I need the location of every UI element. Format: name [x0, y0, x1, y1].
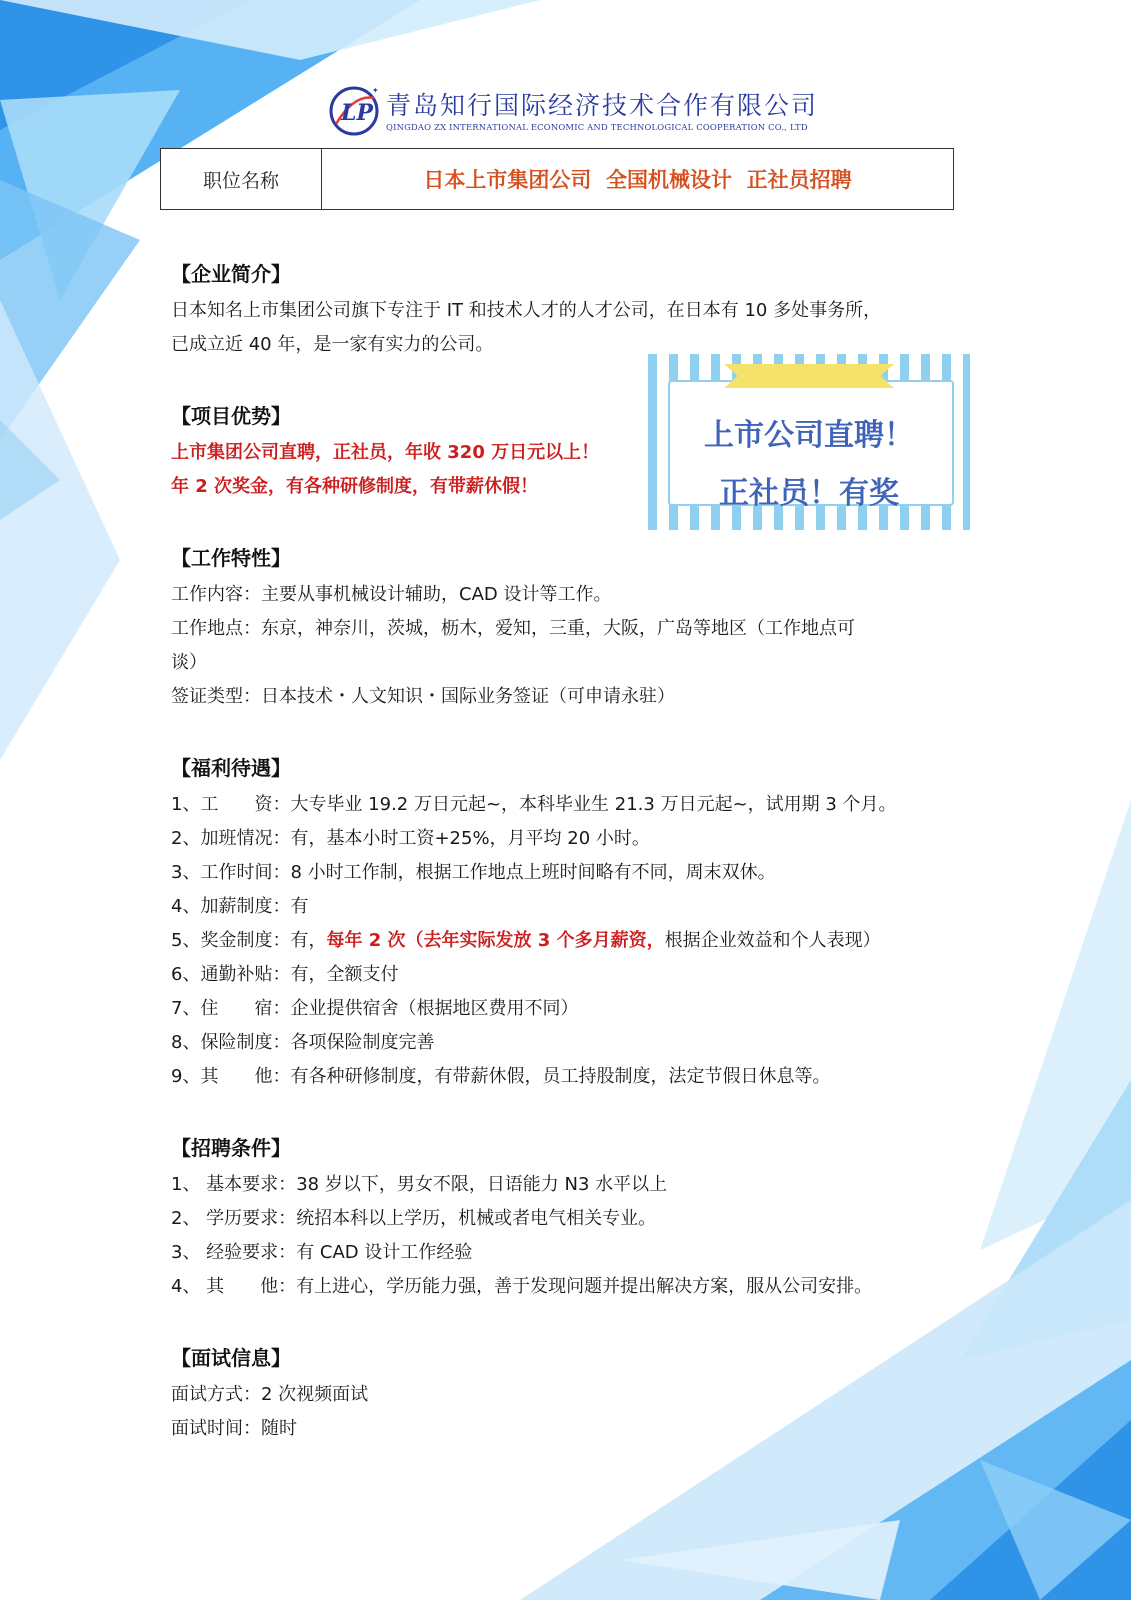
requirement-item [171, 1238, 472, 1264]
benefit-text: 8 小时工作制，根据工作地点上班时间略有不同，周末双休。 [290, 862, 776, 883]
company-logo [328, 82, 819, 136]
benefit-item [171, 926, 881, 952]
advantage-line: 年 2 次奖金，有各种研修制度，有带薪休假！ [171, 476, 539, 497]
company-name-cn: 青岛知行国际经济技术合作有限公司 [386, 91, 819, 120]
requirement-label: 3、 经验要求： [171, 1242, 297, 1263]
benefit-text: 有 [290, 896, 309, 917]
requirement-label: 2、 学历要求： [171, 1208, 297, 1229]
benefit-label: 4、加薪制度： [171, 896, 291, 917]
benefit-text: 有各种研修制度，有带薪休假，员工持股制度，法定节假日休息等。 [290, 1066, 831, 1087]
benefit-item [171, 1062, 830, 1088]
benefit-text: 有，全额支付 [290, 964, 399, 985]
benefit-text: 大专毕业 19.2 万日元起~，本科毕业生 21.3 万日元起~，试用期 3 个月。 [290, 794, 897, 815]
benefit-label: 2、加班情况： [171, 828, 291, 849]
requirement-text: 38 岁以下，男女不限，日语能力 N3 水平以上 [296, 1174, 668, 1195]
benefit-item [171, 892, 308, 918]
section-heading-advantage: 【项目优势】 [171, 404, 291, 428]
interview-line: 面试方式：2 次视频面试 [171, 1384, 369, 1405]
logo-mark-icon [328, 84, 380, 136]
work-line: 工作内容：主要从事机械设计辅助，CAD 设计等工作。 [171, 584, 612, 605]
promo-line-1: 上市公司直聘！ [704, 418, 914, 453]
benefit-label: 1、工 资： [171, 794, 291, 815]
benefit-item [171, 1028, 434, 1054]
work-line: 谈） [171, 652, 207, 673]
svg-text:LP: LP [341, 100, 374, 126]
work-line: 签证类型：日本技术・人文知识・国际业务签证（可申请永驻） [171, 686, 675, 707]
benefit-text: 各项保险制度完善 [290, 1032, 435, 1053]
benefit-item [171, 994, 578, 1020]
benefit-label: 3、工作时间： [171, 862, 291, 883]
interview-line: 面试时间：随时 [171, 1418, 297, 1439]
benefit-tail: 根据企业效益和个人表现） [664, 930, 881, 951]
position-title-label: 职位名称 [161, 149, 322, 209]
intro-line: 日本知名上市集团公司旗下专注于 IT 和技术人才的人才公司，在日本有 10 多处事务所， [171, 300, 882, 321]
requirement-item [171, 1204, 656, 1230]
svg-text:✦: ✦ [372, 86, 379, 95]
section-heading-work: 【工作特性】 [171, 546, 291, 570]
company-name-en: QINGDAO ZX INTERNATIONAL ECONOMIC AND TECHNOLOGICAL COOPERATION CO., LTD [386, 122, 808, 132]
section-heading-interview: 【面试信息】 [171, 1346, 291, 1370]
position-title-value: 日本上市集团公司 全国机械设计 正社员招聘 [423, 168, 852, 192]
benefit-label: 8、保险制度： [171, 1032, 291, 1053]
benefit-label: 6、通勤补贴： [171, 964, 291, 985]
benefit-text: 有，基本小时工资+25%，月平均 20 小时。 [290, 828, 650, 849]
benefit-text: 有， [290, 930, 327, 951]
benefit-item [171, 824, 650, 850]
requirement-text: 统招本科以上学历，机械或者电气相关专业。 [296, 1208, 657, 1229]
requirement-item [171, 1170, 667, 1196]
benefit-label: 7、住 宿： [171, 998, 291, 1019]
benefit-item [171, 858, 776, 884]
requirement-text: 有上进心，学历能力强，善于发现问题并提出解决方案，服从公司安排。 [296, 1276, 873, 1297]
section-heading-intro: 【企业简介】 [171, 262, 291, 286]
advantage-line: 上市集团公司直聘，正社员，年收 320 万日元以上！ [171, 442, 600, 463]
requirement-text: 有 CAD 设计工作经验 [296, 1242, 473, 1263]
promo-ribbon [724, 364, 894, 388]
benefit-label: 5、奖金制度： [171, 930, 291, 951]
promo-banner [648, 354, 970, 530]
requirement-label: 4、 其 他： [171, 1276, 297, 1297]
promo-line-2: 正社员！有奖 [719, 476, 899, 511]
requirement-label: 1、 基本要求： [171, 1174, 297, 1195]
benefit-item [171, 960, 398, 986]
position-title-table [160, 148, 954, 210]
section-heading-requirements: 【招聘条件】 [171, 1136, 291, 1160]
benefit-item [171, 790, 897, 816]
section-heading-benefits: 【福利待遇】 [171, 756, 291, 780]
requirement-item [171, 1272, 872, 1298]
benefit-text: 企业提供宿舍（根据地区费用不同） [290, 998, 579, 1019]
work-line: 工作地点：东京，神奈川，茨城，枥木，爱知，三重，大阪，广岛等地区（工作地点可 [171, 618, 855, 639]
benefit-highlight: 每年 2 次（去年实际发放 3 个多月薪资， [326, 930, 665, 951]
benefit-label: 9、其 他： [171, 1066, 291, 1087]
intro-line: 已成立近 40 年，是一家有实力的公司。 [171, 334, 494, 355]
